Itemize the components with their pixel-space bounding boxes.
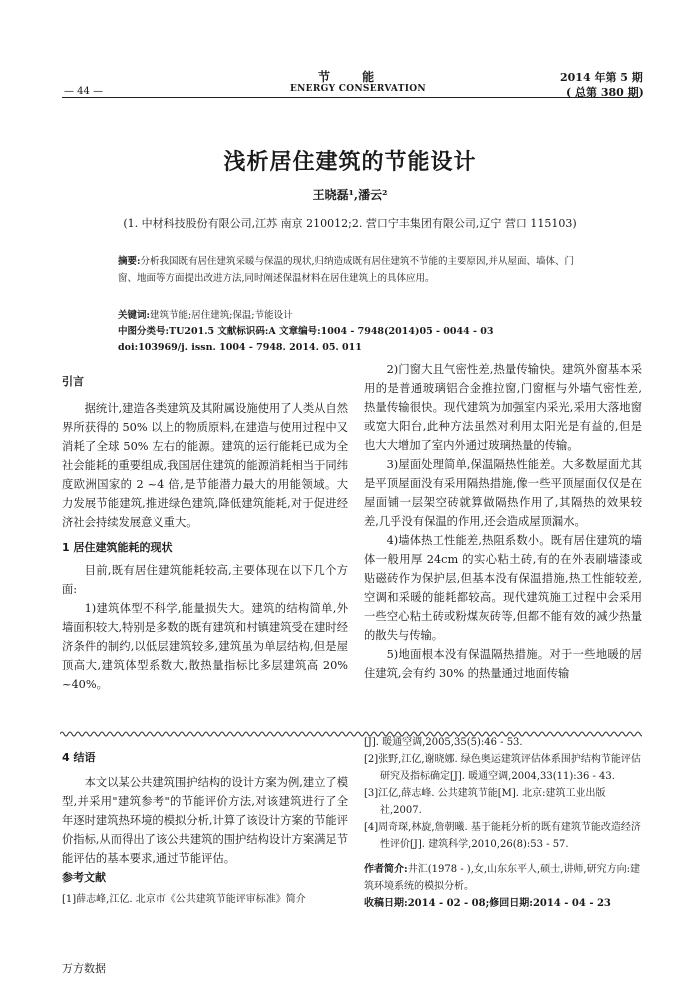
references-heading: 参考文献 (62, 871, 106, 884)
section1-heading: 1 居住建筑能耗的现状 (62, 541, 173, 554)
left-column (62, 366, 348, 694)
author-bio-label: 作者简介: (364, 864, 408, 875)
right-column (364, 360, 642, 683)
dates-text: 2014 - 02 - 08;修回日期:2014 - 04 - 23 (407, 898, 611, 909)
references-column (364, 734, 642, 912)
abstract-label: 摘要: (118, 256, 141, 267)
issue-number: 2014 年第 5 期 (560, 71, 643, 84)
keywords-label: 关键词: (118, 310, 151, 321)
conclusion-heading: 4 结语 (62, 751, 96, 764)
reference-1-cont: [J]. 暖通空调,2005,35(5):46 - 53. (364, 737, 523, 748)
intro-paragraph: 据统计,建造各类建筑及其附属设施使用了人类从自然界所获得的 50% 以上的物质原料,在建造与使用过程中又消耗了全球 50% 左右的能源。建筑的运行能耗已成为全社会能耗的重要组成,我国居住建筑的能源消耗相当于同纬度欧洲国家的 2 ~4 倍,是节能潜力最大的用能领域。大力发展节能建筑,推进绿色建筑,降低建筑能耗,对于促进经济社会持续发展意义重大。 (62, 402, 349, 529)
header-rule (62, 97, 640, 98)
abstract (118, 253, 588, 287)
section1-intro: 目前,既有居住建筑能耗较高,主要体现在以下几个方面: (62, 564, 348, 596)
doi: doi:103969/j. issn. 1004 - 7948. 2014. 05. 011 (118, 342, 362, 353)
author-bio-text: 井汇(1978 - ),女,山东东平人,硕士,讲师,研究方向:建筑环境系统的模拟分析。 (364, 864, 640, 892)
keywords (118, 308, 493, 324)
item2-paragraph: 2)门窗大且气密性差,热量传输快。建筑外窗基本采用的是普通玻璃铝合金推拉窗,门窗框与外墙气密性差,热量传输很快。现代建筑为加强室内采光,采用大落地窗或宽大阳台,此种方法虽然对利用太阳光是有益的,但是也大大增加了室内外通过玻璃热量的传输。 (364, 363, 642, 452)
total-issue: ( 总第 380 期) (566, 86, 644, 99)
paper-title: 浅析居住建筑的节能设计 (223, 149, 477, 175)
journal-name-en: ENERGY CONSERVATION (290, 84, 426, 94)
dates-label: 收稿日期: (364, 898, 408, 909)
reference-1: [1]薛志峰,江亿. 北京市《公共建筑节能评审标准》简介 (62, 894, 306, 905)
item4-paragraph: 4)墙体热工性能差,热阻系数小。既有居住建筑的墙体一般用厚 24cm 的实心粘土砖,有的在外表刷墙漆或贴磁砖作为保护层,但基本没有保温措施,热工性能较差,空调和采暖的能耗都较高。现代建筑施工过程中会采用一些空心粘土砖或粉煤灰砖等,但都不能有效的减少热量的散失与传输。 (364, 534, 642, 642)
conclusion-paragraph: 本文以某公共建筑围护结构的设计方案为例,建立了模型,并采用"建筑参考"的节能评价方法,对该建筑进行了全年逐时建筑热环境的模拟分析,计算了该设计方案的节能评价指标,从而得出了该公共建筑的围护结构设计方案满足节能评估的基本要求,通过节能评估。 (62, 776, 349, 865)
item5-paragraph: 5)地面根本没有保温隔热措施。对于一些地暖的居住建筑,会有约 30% 的热量通过地面传输 (364, 648, 642, 680)
conclusion-column (62, 742, 348, 908)
article-meta (118, 308, 493, 356)
received-dates (364, 895, 642, 912)
reference-3: [3]江亿,薛志峰. 公共建筑节能[M]. 北京:建筑工业出版社,2007. (364, 788, 606, 816)
page-number: — 44 — (64, 86, 104, 97)
affiliation: (1. 中材科技股份有限公司,江苏 南京 210012;2. 营口宁丰集团有限公司,辽宁 营口 115103) (123, 217, 577, 230)
abstract-text: 分析我国既有居住建筑采暖与保温的现状,归纳造成既有居住建筑不节能的主要原因,并从屋面、墙体、门窗、地面等方面提出改进方法,同时阐述保温材料在居住建筑上的具体应用。 (118, 256, 575, 284)
journal-name-cn: 节 能 (318, 70, 389, 84)
authors: 王晓磊¹,潘云² (312, 188, 388, 202)
keywords-text: 建筑节能;居住建筑;保温;节能设计 (150, 310, 293, 321)
section1-item1: 1)建筑体型不科学,能量损失大。建筑的结构简单,外墙面积较大,特别是多数的既有建筑和村镇建筑受在建时经济条件的制约,以低层建筑较多,建筑虽为单层结构,但是屋顶高大,建筑体型系数大,散热量指标比多层建筑高 20% ~40%。 (62, 602, 349, 691)
intro-heading: 引言 (62, 375, 84, 388)
classification: 中图分类号:TU201.5 文献标识码:A 文章编号:1004 - 7948(2014)05 - 0044 - 03 (118, 326, 494, 337)
watermark-footer: 万方数据 (62, 962, 106, 975)
reference-4: [4]周奇琛,林旋,詹朝曦. 基于能耗分析的既有建筑节能改造经济性评价[J]. 建筑科学,2010,26(8):53 - 57. (364, 822, 641, 850)
author-bio (364, 861, 642, 895)
reference-2: [2]张野,江亿,谢晓娜. 绿色奥运建筑评估体系围护结构节能评估研究及指标确定[J]. 暖通空调,2004,33(11):36 - 43. (364, 754, 641, 782)
item3-paragraph: 3)屋面处理简单,保温隔热性能差。大多数屋面尤其是平顶屋面没有采用隔热措施,像一些平顶屋面仅仅是在屋面铺一层架空砖就算做隔热作用了,其隔热的效果较差,几乎没有保温的作用,还会造成屋顶漏水。 (364, 458, 642, 528)
